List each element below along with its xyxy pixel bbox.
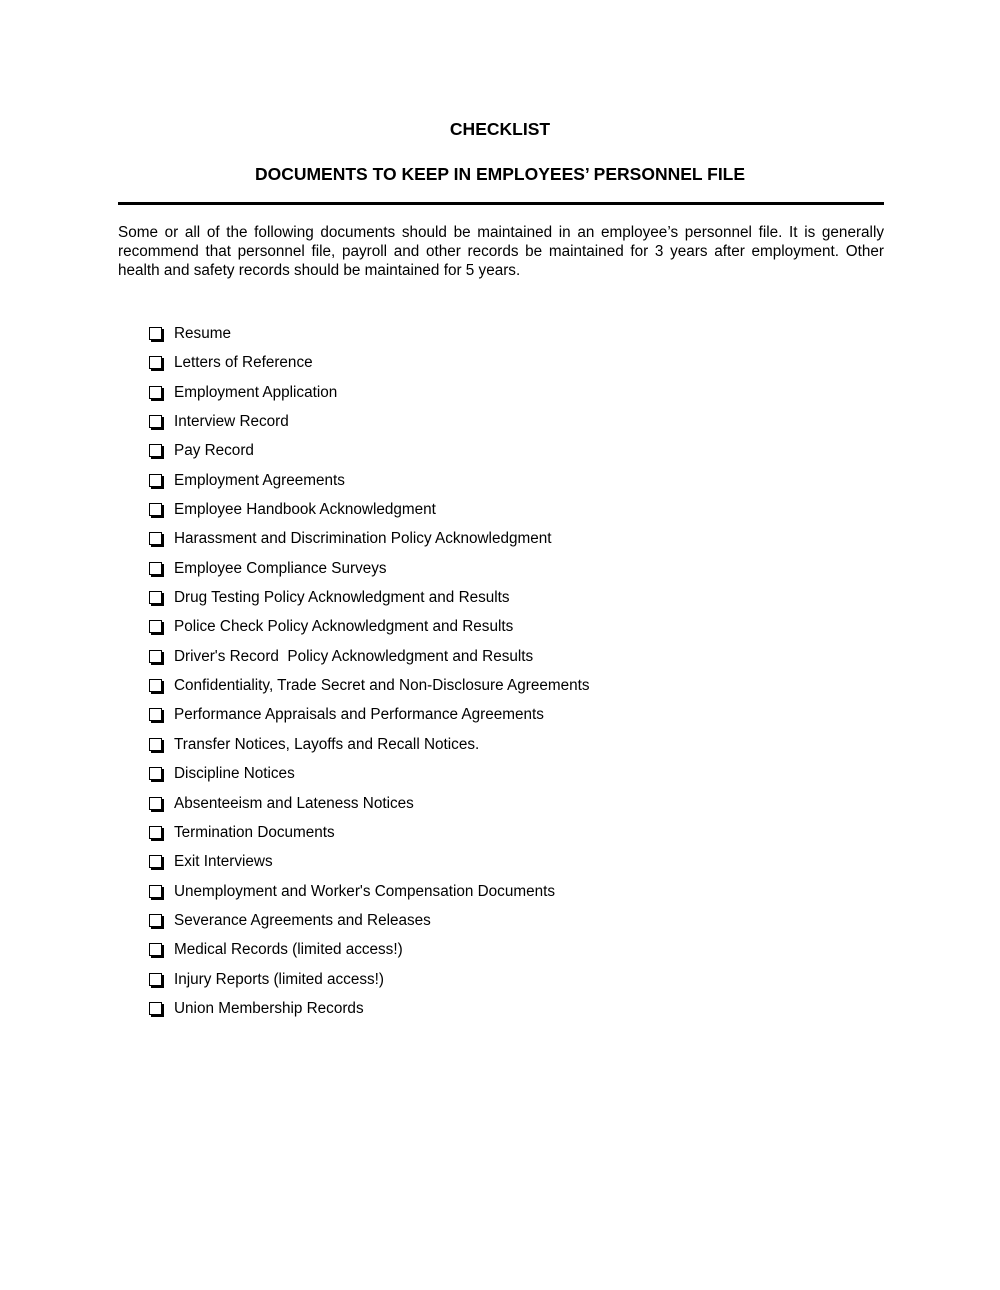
checklist-item-label: Letters of Reference [174, 354, 313, 372]
checklist-item-label: Employee Handbook Acknowledgment [174, 501, 436, 519]
checklist-item [149, 385, 590, 414]
checklist-item-label: Interview Record [174, 413, 289, 431]
checklist-item [149, 1001, 590, 1030]
checkbox-icon[interactable] [149, 503, 162, 516]
checklist-item [149, 707, 590, 736]
checklist-item-label: Medical Records (limited access!) [174, 941, 403, 959]
checklist-item-label: Severance Agreements and Releases [174, 911, 431, 929]
checklist-item-label: Performance Appraisals and Performance Agreements [174, 706, 544, 724]
checklist-item [149, 473, 590, 502]
checkbox-icon[interactable] [149, 973, 162, 986]
checklist-item-label: Resume [174, 325, 231, 342]
checklist-item [149, 825, 590, 854]
document-subtitle: DOCUMENTS TO KEEP IN EMPLOYEES’ PERSONNEL FILE [254, 164, 746, 184]
checklist-item [149, 531, 590, 560]
checkbox-icon[interactable] [149, 415, 162, 428]
checkbox-icon[interactable] [149, 797, 162, 810]
checkbox-icon[interactable] [149, 914, 162, 927]
horizontal-rule [118, 202, 884, 205]
checkbox-icon[interactable] [149, 444, 162, 457]
checklist-item [149, 737, 590, 766]
checkbox-icon[interactable] [149, 855, 162, 868]
checklist-item-label: Employment Application [174, 383, 338, 401]
checklist-item [149, 649, 590, 678]
checkbox-icon[interactable] [149, 708, 162, 721]
checkbox-icon[interactable] [149, 826, 162, 839]
checklist-item-label: Police Check Policy Acknowledgment and Results [174, 618, 514, 636]
checklist-item [149, 590, 590, 619]
checkbox-icon[interactable] [149, 532, 162, 545]
checklist-item [149, 443, 590, 472]
checklist-item-label: Pay Record [174, 442, 254, 460]
checkbox-icon[interactable] [149, 738, 162, 751]
checklist-item [149, 355, 590, 384]
checklist-item [149, 942, 590, 971]
intro-paragraph: Some or all of the following documents should be maintained in an employee’s personnel file. It is generally recommend that personnel file, payroll and other records be maintained for 3 years after employment. Other health and safety records should be maintained for 5 years. [118, 224, 884, 279]
checklist-item [149, 326, 590, 355]
checklist-item-label: Termination Documents [174, 823, 335, 841]
checklist-item [149, 766, 590, 795]
checkbox-icon[interactable] [149, 650, 162, 663]
checklist-item [149, 414, 590, 443]
checklist-item-label: Exit Interviews [174, 853, 273, 871]
checklist-item [149, 561, 590, 590]
checkbox-icon[interactable] [149, 386, 162, 399]
checkbox-icon[interactable] [149, 767, 162, 780]
document-title: CHECKLIST [449, 119, 551, 139]
checklist [149, 326, 590, 1030]
checklist-item-label: Drug Testing Policy Acknowledgment and Results [174, 589, 510, 607]
checklist-item [149, 619, 590, 648]
checkbox-icon[interactable] [149, 1002, 162, 1015]
checkbox-icon[interactable] [149, 474, 162, 487]
checkbox-icon[interactable] [149, 562, 162, 575]
checkbox-icon[interactable] [149, 885, 162, 898]
checkbox-icon[interactable] [149, 591, 162, 604]
checklist-item-label: Unemployment and Worker's Compensation Documents [174, 882, 555, 900]
checklist-item [149, 972, 590, 1001]
checklist-item [149, 678, 590, 707]
checklist-item [149, 884, 590, 913]
checklist-item-label: Discipline Notices [174, 765, 295, 783]
checkbox-icon[interactable] [149, 327, 162, 340]
checklist-item-label: Injury Reports (limited access!) [174, 970, 384, 988]
checklist-item-label: Employment Agreements [174, 471, 345, 489]
checklist-item [149, 502, 590, 531]
checkbox-icon[interactable] [149, 679, 162, 692]
checklist-item [149, 913, 590, 942]
checklist-item-label: Transfer Notices, Layoffs and Recall Notices. [174, 735, 480, 753]
checklist-item-label: Driver's Record Policy Acknowledgment and Results [174, 647, 534, 665]
checklist-item [149, 796, 590, 825]
checklist-item-label: Absenteeism and Lateness Notices [174, 794, 414, 812]
checklist-item-label: Confidentiality, Trade Secret and Non-Disclosure Agreements [174, 677, 590, 695]
checklist-item-label: Union Membership Records [174, 999, 364, 1017]
checklist-item-label: Harassment and Discrimination Policy Acknowledgment [174, 530, 552, 548]
checklist-item [149, 854, 590, 883]
checkbox-icon[interactable] [149, 620, 162, 633]
checklist-item-label: Employee Compliance Surveys [174, 559, 387, 577]
checkbox-icon[interactable] [149, 943, 162, 956]
checkbox-icon[interactable] [149, 356, 162, 369]
